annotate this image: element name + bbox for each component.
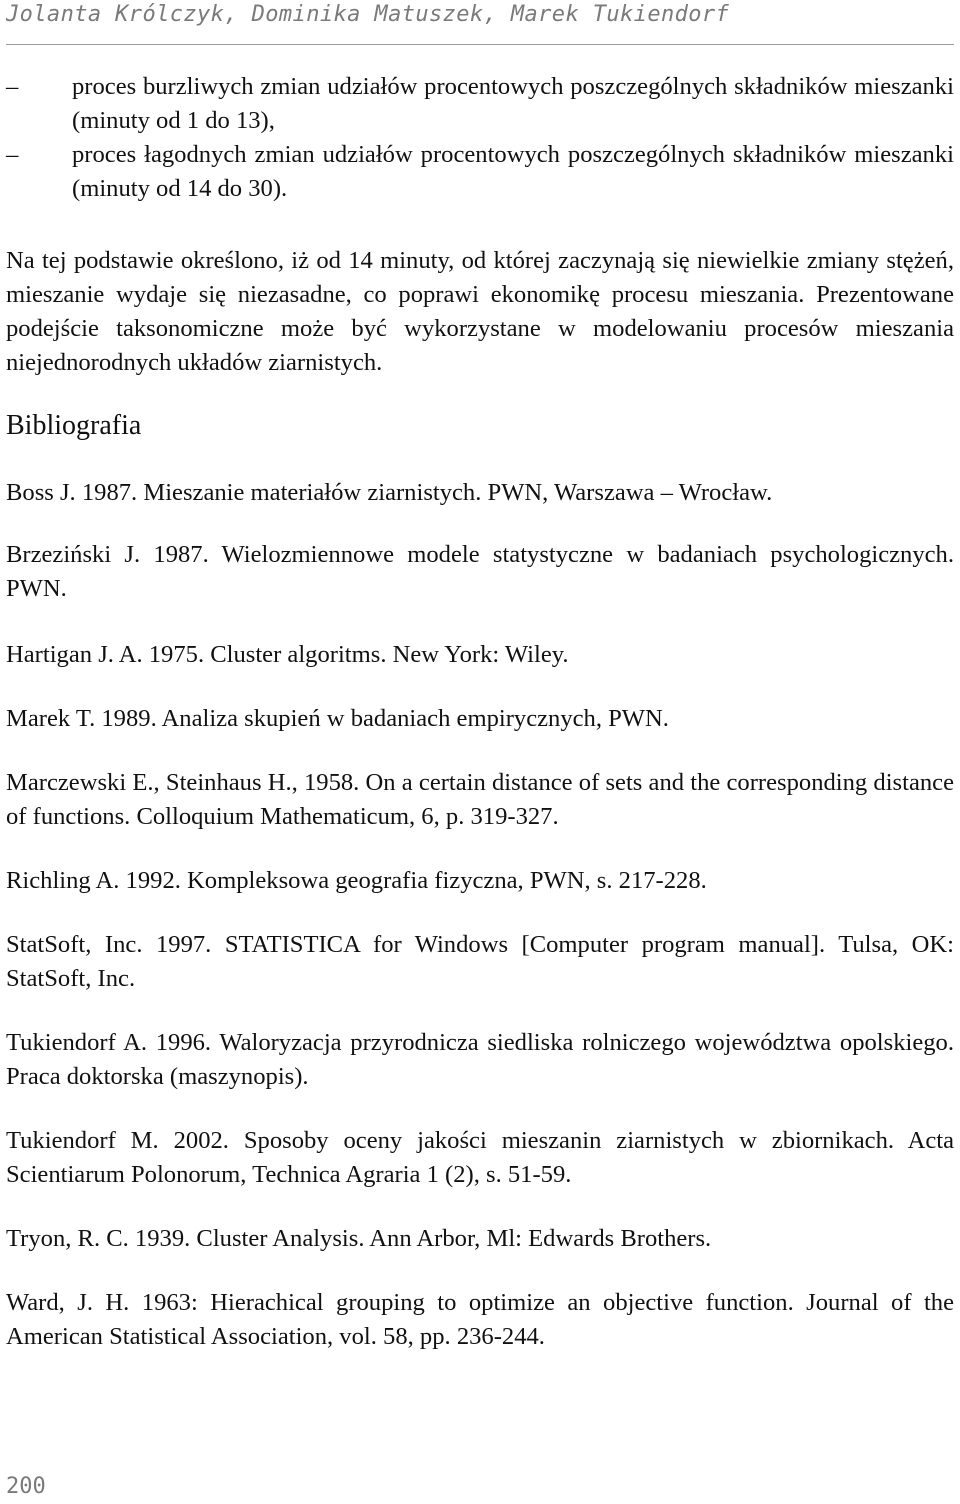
bibliography-entry: StatSoft, Inc. 1997. STATISTICA for Windows [Computer program manual]. Tulsa, OK: StatSoft, Inc. bbox=[6, 931, 954, 992]
bibliography-entry: Tryon, R. C. 1939. Cluster Analysis. Ann Arbor, Ml: Edwards Brothers. bbox=[6, 1225, 712, 1252]
header-rule bbox=[6, 44, 954, 45]
bibliography-entry: Tukiendorf A. 1996. Waloryzacja przyrodnicza siedliska rolniczego województwa opolskiego. Praca doktorska (maszynopis). bbox=[6, 1029, 954, 1090]
running-header: Jolanta Królczyk, Dominika Matuszek, Marek Tukiendorf bbox=[6, 2, 730, 27]
list-item-text: proces łagodnych zmian udziałów procentowych poszczególnych składników mieszanki (minuty od 14 do 30). bbox=[72, 141, 954, 202]
bibliography-entry: Ward, J. H. 1963: Hierachical grouping to optimize an objective function. Journal of the American Statistical Association, vol. 58, pp. 236-244. bbox=[6, 1289, 954, 1350]
bibliography-entry: Marek T. 1989. Analiza skupień w badaniach empirycznych, PWN. bbox=[6, 705, 669, 732]
bibliography-entry: Tukiendorf M. 2002. Sposoby oceny jakości mieszanin ziarnistych w zbiornikach. Acta Scientiarum Polonorum, Technica Agraria 1 (2), s. 51-59. bbox=[6, 1127, 954, 1188]
bibliography-entry: Richling A. 1992. Kompleksowa geografia fizyczna, PWN, s. 217-228. bbox=[6, 867, 707, 894]
page-number: 200 bbox=[6, 1474, 46, 1499]
dash-bullet: – bbox=[6, 73, 19, 100]
bibliography-heading: Bibliografia bbox=[6, 410, 142, 441]
list-item bbox=[6, 138, 954, 206]
bibliography-entry: Hartigan J. A. 1975. Cluster algoritms. New York: Wiley. bbox=[6, 641, 569, 668]
conclusion-paragraph: Na tej podstawie określono, iż od 14 minuty, od której zaczynają się niewielkie zmiany stężeń, mieszanie wydaje się niezasadne, co poprawi ekonomikę procesu mieszania. Prezentowane podejście taksonomiczne może być wykorzystane w modelowaniu procesów mieszania niejednorodnych układów ziarnistych. bbox=[6, 247, 954, 376]
dash-bullet: – bbox=[6, 141, 19, 168]
bibliography-entry: Marczewski E., Steinhaus H., 1958. On a certain distance of sets and the corresponding distance of functions. Colloquium Mathematicum, 6, p. 319-327. bbox=[6, 769, 954, 830]
list-item-text: proces burzliwych zmian udziałów procentowych poszczególnych składników mieszanki (minuty od 1 do 13), bbox=[72, 73, 954, 134]
bibliography-entry: Boss J. 1987. Mieszanie materiałów ziarnistych. PWN, Warszawa – Wrocław. bbox=[6, 479, 773, 506]
bibliography-entry: Brzeziński J. 1987. Wielozmiennowe modele statystyczne w badaniach psychologicznych. PWN. bbox=[6, 541, 954, 602]
list-item bbox=[6, 70, 954, 138]
